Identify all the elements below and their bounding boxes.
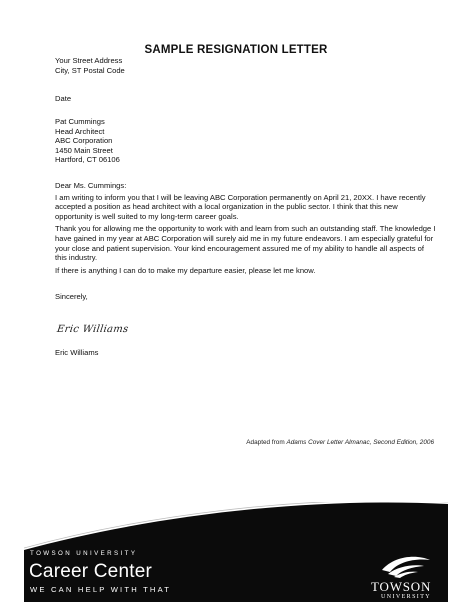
salutation: Dear Ms. Cummings: [55, 181, 127, 190]
sender-address [55, 56, 125, 75]
closing-text: Sincerely, [55, 292, 88, 301]
footer-tagline: WE CAN HELP WITH THAT [30, 585, 172, 594]
date-text: Date [55, 94, 72, 103]
footer-career-center: Career Center [29, 561, 152, 582]
recipient-city: Hartford, CT 06106 [55, 155, 120, 165]
recipient-address [55, 117, 120, 165]
body-paragraph: If there is anything I can do to make my departure easier, please let me know. [55, 265, 316, 275]
letter-body [55, 181, 437, 275]
page-title: SAMPLE RESIGNATION LETTER [144, 44, 328, 56]
footer-address: 7800 York Road, Suite 206 • 410-704-2233 • www.towson.edu/careercenter [30, 603, 230, 609]
source-credit [246, 439, 434, 446]
recipient-name: Pat Cummings [55, 117, 105, 126]
signer [55, 348, 98, 358]
footer-university: TOWSON UNIVERSITY [30, 550, 138, 557]
closing [55, 292, 88, 302]
recipient-street: 1450 Main Street [55, 145, 113, 155]
body-paragraph: I am writing to inform you that I will be leaving ABC Corporation permanently on April 21, 20XX. I have recently accepted a position as head architect with a local organization in the public sector. I think that this new opportunity is well suited to my long-term career goals. [55, 192, 426, 221]
credit-prefix: Adapted from [246, 439, 287, 446]
handwritten-signature: Eric Williams [56, 324, 130, 335]
sender-street: Your Street Address [55, 56, 123, 65]
letter-page [24, 22, 448, 609]
logo-university: UNIVERSITY [381, 594, 431, 600]
recipient-title: Head Architect [55, 126, 105, 136]
recipient-company: ABC Corporation [55, 136, 113, 146]
sender-city: City, ST Postal Code [55, 65, 125, 75]
body-paragraph: Thank you for allowing me the opportunity to work with and learn from such an outstanding staff. The knowledge I have gained in my year at ABC Corporation will surely aid me in my future endeavors. I am especially grateful for your close and patient supervision. Your kind encouragement assured me of my ability to handle all aspects of this industry. [55, 224, 436, 263]
logo-towson: TOWSON [371, 579, 432, 594]
signer-name: Eric Williams [55, 348, 99, 357]
credit-source: Adams Cover Letter Almanac, Second Edition, 2006 [286, 439, 434, 446]
date-line [55, 94, 71, 104]
